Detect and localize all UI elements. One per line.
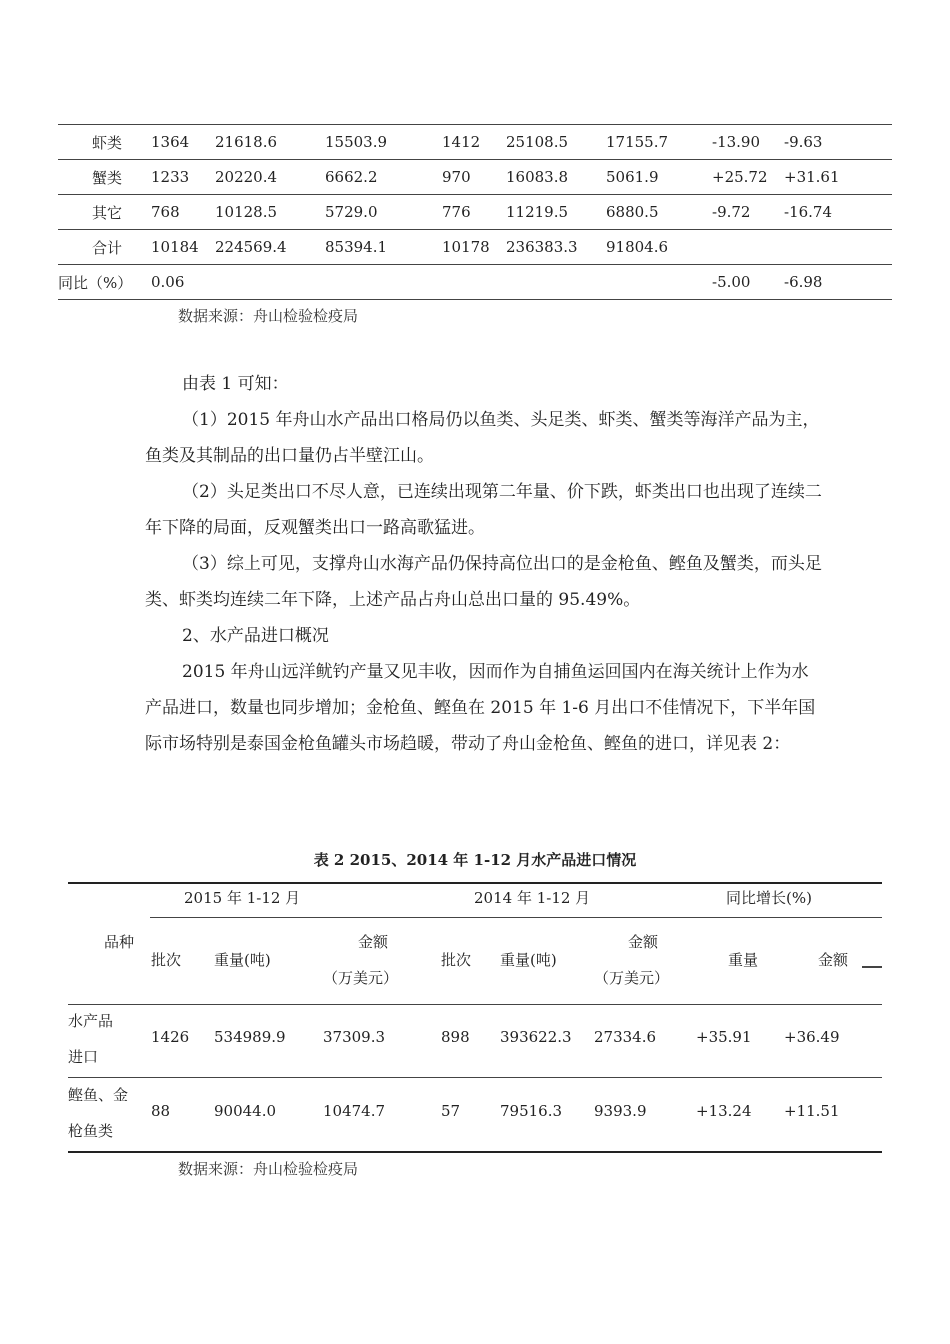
cell: +11.51	[784, 1102, 840, 1120]
cell: 224569.4	[215, 230, 325, 265]
paragraph: 由表 1 可知：	[182, 374, 289, 394]
row-name: 水产品	[68, 1012, 114, 1030]
cell: 21618.6	[215, 125, 325, 160]
row-name: 鲣鱼、金	[68, 1086, 129, 1104]
cell: 393622.3	[500, 1028, 572, 1046]
header-2015: 2015 年 1-12 月	[184, 889, 301, 907]
row-name: 蟹类	[58, 160, 151, 195]
header-amount-unit-2015: （万美元）	[323, 969, 399, 987]
header-amount-2015: 金额	[358, 933, 389, 951]
cell: 10474.7	[323, 1102, 386, 1120]
cell: 970	[442, 160, 506, 195]
paragraph: （2）头足类出口不尽人意，已连续出现第二年量、价下跌，虾类出口也出现了连续二年下降的局面，反观蟹类出口一路高歌猛进。	[145, 482, 822, 538]
cell: 85394.1	[325, 230, 442, 265]
cell: -9.72	[712, 195, 784, 230]
cell: 10128.5	[215, 195, 325, 230]
table-row	[58, 125, 892, 160]
cell	[442, 265, 506, 300]
cell: 5061.9	[606, 160, 712, 195]
cell	[506, 265, 606, 300]
cell: 10178	[442, 230, 506, 265]
cell: 1426	[151, 1028, 190, 1046]
cell: 25108.5	[506, 125, 606, 160]
header-weight-2015: 重量(吨)	[214, 951, 271, 969]
cell: 90044.0	[214, 1102, 277, 1120]
cell: 898	[441, 1028, 470, 1046]
table2-top-rule	[68, 882, 882, 884]
cell	[606, 265, 712, 300]
cell: 6880.5	[606, 195, 712, 230]
cell: -6.98	[784, 265, 892, 300]
header-amount-unit-2014: （万美元）	[594, 969, 670, 987]
cell: 16083.8	[506, 160, 606, 195]
cell: 37309.3	[323, 1028, 386, 1046]
table2-header-rule	[68, 1004, 882, 1005]
row-name-cont: 进口	[68, 1048, 99, 1066]
row-name: 同比（%）	[58, 265, 151, 300]
cell: 9393.9	[594, 1102, 647, 1120]
cell: +36.49	[784, 1028, 840, 1046]
cell: -5.00	[712, 265, 784, 300]
paragraph: 2015 年舟山远洋鱿钓产量又见丰收，因而作为自捕鱼运回国内在海关统计上作为水产品进口，数量也同步增加；金枪鱼、鲣鱼在 2015 年 1-6 月出口不佳情况下，下半年国际市场特别是泰国金枪鱼罐头市场趋暖，带动了舟山金枪鱼、鲣鱼的进口，详见表 2：	[145, 662, 816, 754]
cell: 17155.7	[606, 125, 712, 160]
cell: 6662.2	[325, 160, 442, 195]
header-yoy-amount: 金额	[818, 951, 849, 969]
row-name: 虾类	[58, 125, 151, 160]
row-name: 合计	[58, 230, 151, 265]
header-weight-2014: 重量(吨)	[500, 951, 557, 969]
cell: 0.06	[151, 265, 215, 300]
header-yoy-weight: 重量	[728, 951, 759, 969]
cell: +13.24	[696, 1102, 752, 1120]
table-row	[58, 230, 892, 265]
cell: 1412	[442, 125, 506, 160]
cell: -9.63	[784, 125, 892, 160]
cell: +25.72	[712, 160, 784, 195]
cell	[712, 230, 784, 265]
table-row	[58, 160, 892, 195]
cell: 79516.3	[500, 1102, 563, 1120]
header-amount-2014: 金额	[628, 933, 659, 951]
table-row	[58, 265, 892, 300]
header-batch-2015: 批次	[151, 951, 182, 969]
cell: 534989.9	[214, 1028, 286, 1046]
cell: 88	[151, 1102, 171, 1120]
cell: 27334.6	[594, 1028, 657, 1046]
export-table	[58, 124, 892, 300]
header-yoy: 同比增长(%)	[726, 889, 812, 907]
cell: 5729.0	[325, 195, 442, 230]
cell: 57	[441, 1102, 461, 1120]
table2-group-rule	[150, 917, 882, 918]
header-batch-2014: 批次	[441, 951, 472, 969]
table-row	[58, 195, 892, 230]
cell: -16.74	[784, 195, 892, 230]
cell: +31.61	[784, 160, 892, 195]
cell: 1364	[151, 125, 215, 160]
cell: 768	[151, 195, 215, 230]
cell	[325, 265, 442, 300]
table2-mark	[862, 966, 882, 968]
table2-bottom-rule	[68, 1151, 882, 1153]
paragraph: （1）2015 年舟山水产品出口格局仍以鱼类、头足类、虾类、蟹类等海洋产品为主，鱼类及其制品的出口量仍占半壁江山。	[145, 410, 820, 466]
cell: 20220.4	[215, 160, 325, 195]
cell: -13.90	[712, 125, 784, 160]
cell: 776	[442, 195, 506, 230]
table2-source: 数据来源：舟山检验检疫局	[178, 1160, 359, 1178]
table2-title: 表 2 2015、2014 年 1-12 月水产品进口情况	[313, 851, 637, 869]
body-text	[145, 366, 825, 762]
header-2014: 2014 年 1-12 月	[474, 889, 591, 907]
cell	[784, 230, 892, 265]
cell: 236383.3	[506, 230, 606, 265]
section-heading: 2、水产品进口概况	[182, 626, 329, 646]
cell: 11219.5	[506, 195, 606, 230]
cell: +35.91	[696, 1028, 752, 1046]
row-name: 其它	[58, 195, 151, 230]
table2-row-rule	[68, 1077, 882, 1078]
cell: 10184	[151, 230, 215, 265]
table1-source: 数据来源：舟山检验检疫局	[178, 307, 359, 325]
cell	[215, 265, 325, 300]
cell: 1233	[151, 160, 215, 195]
paragraph: （3）综上可见，支撑舟山水海产品仍保持高位出口的是金枪鱼、鲣鱼及蟹类，而头足类、虾类均连续二年下降，上述产品占舟山总出口量的 95.49%。	[145, 554, 822, 610]
row-name-cont: 枪鱼类	[68, 1122, 114, 1140]
cell: 91804.6	[606, 230, 712, 265]
cell: 15503.9	[325, 125, 442, 160]
header-variety: 品种	[104, 933, 135, 951]
